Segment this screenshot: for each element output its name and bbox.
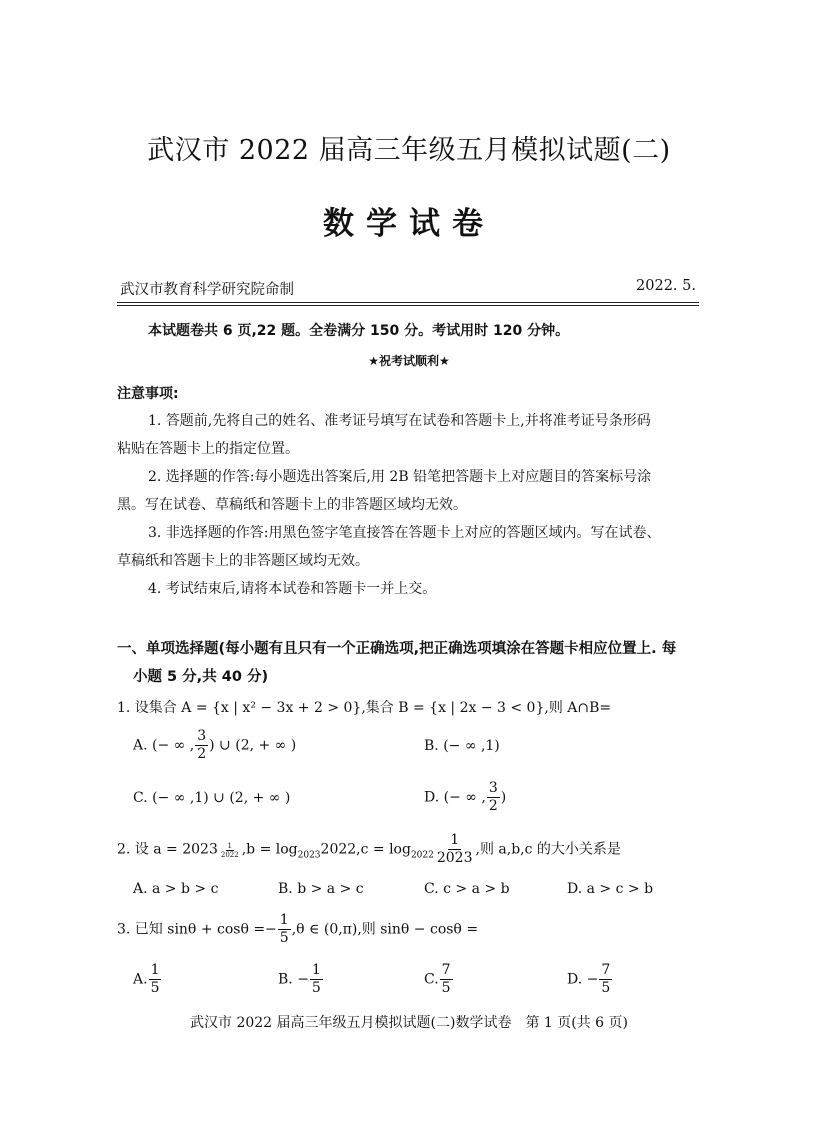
fraction-numerator: 7	[441, 962, 451, 978]
note-line: 草稿纸和答题卡上的非答题区域均无效。	[117, 553, 369, 569]
option-label: D. −	[567, 971, 599, 988]
section-heading: 一、单项选择题(每小题有且只有一个正确选项,把正确选项填涂在答题卡相应位置上. 每	[117, 641, 677, 657]
fraction-denominator: 2022	[220, 850, 239, 859]
exam-intro: 本试题卷共 6 页,22 题。全卷满分 150 分。考试用时 120 分钟。	[148, 323, 570, 339]
fraction-numerator: 3	[488, 780, 498, 796]
option-label: A.	[133, 971, 148, 988]
page-footer: 武汉市 2022 届高三年级五月模拟试题(二)数学试卷 第 1 页(共 6 页)	[190, 1015, 628, 1031]
note-line: 黑。写在试卷、草稿纸和答题卡上的非答题区域均无效。	[117, 497, 467, 513]
q3-option-a	[133, 962, 162, 997]
fraction	[278, 912, 291, 947]
fraction	[440, 962, 453, 997]
fraction-numerator: 1	[311, 962, 321, 978]
fraction	[599, 962, 612, 997]
q3-text: ,θ ∈ (0,π),则 sinθ − cosθ =	[291, 921, 479, 938]
question-1-stem: 1. 设集合 A = {x | x² − 3x + 2 > 0},集合 B = {x | 2x − 3 < 0},则 A∩B=	[117, 700, 612, 716]
q2-option-b: B. b > a > c	[278, 881, 364, 897]
exponent-fraction	[219, 842, 241, 859]
q1-option-d	[424, 780, 506, 815]
fraction-denominator: 5	[601, 980, 611, 996]
fraction-numerator: 7	[601, 962, 611, 978]
q1-option-d-prefix: D. (− ∞ ,	[424, 789, 486, 806]
fraction	[435, 832, 475, 867]
good-luck-banner: ★祝考试顺利★	[368, 354, 450, 368]
fraction	[310, 962, 323, 997]
fraction-numerator: 1	[150, 962, 160, 978]
fraction-denominator: 2	[197, 746, 207, 762]
q2-option-d: D. a > c > b	[567, 881, 654, 897]
note-line: 2. 选择题的作答:每小题选出答案后,用 2B 铅笔把答题卡上对应题目的答案标号涂	[148, 469, 652, 485]
fraction-denominator: 5	[311, 980, 321, 996]
fraction-denominator: 5	[441, 980, 451, 996]
note-line: 1. 答题前,先将自己的姓名、准考证号填写在试卷和答题卡上,并将准考证号条形码	[148, 413, 651, 429]
q3-option-b	[278, 962, 324, 997]
log-base: 2022	[410, 850, 434, 861]
fraction	[195, 728, 208, 763]
exam-title: 武汉市 2022 届高三年级五月模拟试题(二)	[147, 135, 671, 166]
fraction-numerator: 1	[279, 912, 289, 928]
fraction-numerator: 1	[450, 832, 460, 848]
q3-text: 3. 已知 sinθ + cosθ =−	[117, 921, 277, 938]
q1-option-c: C. (− ∞ ,1) ∪ (2, + ∞ )	[133, 790, 291, 806]
q2-text: 2. 设 a = 2023	[117, 841, 218, 858]
note-line: 4. 考试结束后,请将本试卷和答题卡一并上交。	[148, 581, 437, 597]
fraction-denominator: 2	[488, 798, 498, 814]
q1-option-a-suffix: ) ∪ (2, + ∞ )	[209, 737, 297, 754]
q1-option-a-prefix: A. (− ∞ ,	[133, 737, 195, 754]
note-line: 3. 非选择题的作答:用黑色签字笔直接答在答题卡上对应的答题区域内。写在试卷、	[148, 525, 661, 541]
note-line: 粘贴在答题卡上的指定位置。	[117, 441, 299, 457]
q1-option-d-suffix: )	[500, 789, 507, 806]
notes-heading: 注意事项:	[117, 386, 179, 402]
header-divider	[117, 302, 699, 303]
fraction-numerator: 3	[197, 728, 207, 744]
q1-option-a	[133, 728, 296, 763]
exam-date: 2022. 5.	[636, 278, 696, 294]
q3-option-d	[567, 962, 613, 997]
q2-option-c: C. c > a > b	[424, 881, 510, 897]
fraction-denominator: 5	[279, 930, 289, 946]
header-divider-2	[117, 305, 699, 306]
q3-option-c	[424, 962, 454, 997]
fraction-numerator: 1	[227, 841, 233, 850]
fraction-denominator: 5	[150, 980, 160, 996]
fraction-denominator: 2023	[436, 850, 473, 866]
issuer: 武汉市教育科学研究院命制	[120, 282, 294, 298]
q2-option-a: A. a > b > c	[133, 881, 219, 897]
option-label: C.	[424, 971, 439, 988]
q2-text: ,则 a,b,c 的大小关系是	[475, 841, 621, 858]
question-3-stem	[117, 912, 478, 947]
q2-text: ,b = log	[241, 841, 298, 858]
question-2-stem	[117, 832, 621, 867]
section-heading-cont: 小题 5 分,共 40 分)	[133, 669, 269, 685]
option-label: B. −	[278, 971, 309, 988]
fraction	[149, 962, 162, 997]
fraction	[487, 780, 500, 815]
exam-subtitle: 数学试卷	[323, 206, 495, 242]
q1-option-b: B. (− ∞ ,1)	[424, 738, 500, 754]
log-base: 2023	[297, 850, 321, 861]
q2-text: 2022,c = log	[320, 841, 411, 858]
